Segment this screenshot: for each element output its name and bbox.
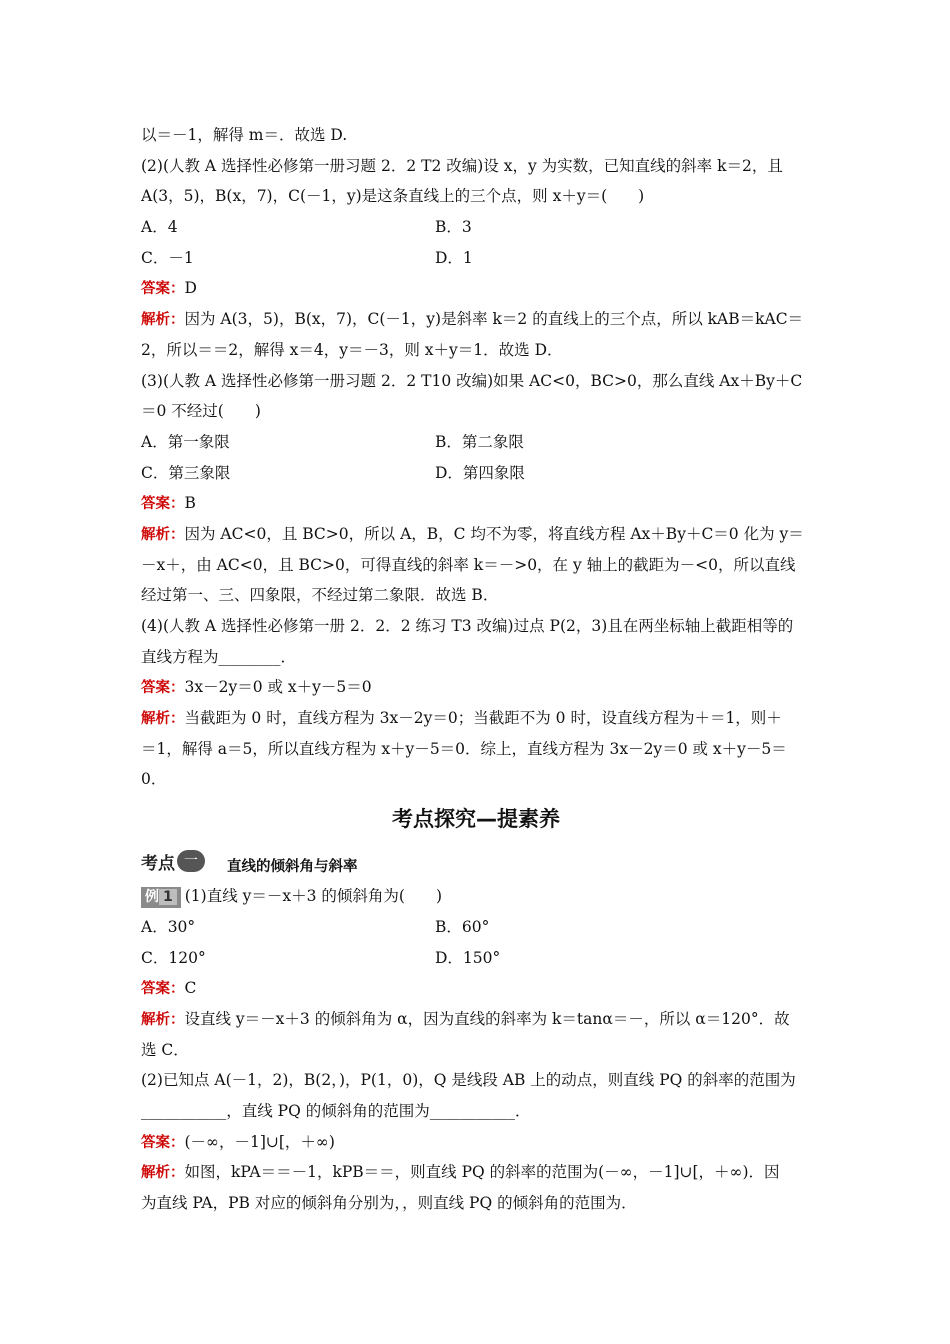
option-b: B．3 — [435, 218, 472, 237]
kaodian-label: 考点 — [141, 853, 175, 874]
answer-line — [141, 973, 811, 1004]
document-page — [141, 120, 811, 1219]
question-4-stem: (4)(人教 A 选择性必修第一册 2．2．2 练习 T3 改编)过点 P(2，3)且在两坐标轴上截距相等的 — [141, 617, 794, 635]
answer-label: 答案： — [141, 680, 185, 697]
question-4-stem-cont: 直线方程为________． — [141, 647, 297, 666]
explanation-text: 如图，kPA＝＝－1，kPB＝＝，则直线 PQ 的斜率的范围为(－∞，－1]∪[，＋∞)．因 — [184, 1163, 780, 1182]
explanation-label: 解析： — [141, 526, 185, 543]
answer-line — [141, 672, 811, 703]
explanation-line — [141, 1157, 811, 1188]
option-d: D．第四象限 — [435, 463, 525, 482]
explanation-line — [141, 519, 811, 550]
options-row — [141, 427, 811, 458]
question-3-stem-cont: ＝0 不经过( ) — [141, 402, 261, 421]
option-c: C．－1 — [141, 248, 194, 267]
answer-label: 答案： — [141, 981, 185, 998]
explanation-label: 解析： — [141, 711, 185, 728]
explanation-line: －x＋，由 AC<0，且 BC>0，可得直线的斜率 k＝－>0，在 y 轴上的截距为－<0，所以直线 — [141, 555, 796, 574]
option-a: A．第一象限 — [141, 432, 230, 451]
option-a: A．4 — [141, 218, 178, 237]
option-b: B．第二象限 — [435, 432, 524, 451]
answer-value: (－∞，－1]∪[，＋∞) — [184, 1132, 335, 1151]
answer-line — [141, 488, 811, 519]
option-b: B．60° — [435, 917, 490, 936]
explanation-text: 因为 A(3，5)，B(x，7)，C(－1，y)是斜率 k＝2 的直线上的三个点，所以 kAB＝kAC＝ — [184, 310, 804, 329]
answer-value: C — [184, 979, 197, 998]
answer-label: 答案： — [141, 281, 185, 298]
options-row — [141, 212, 811, 243]
answer-label: 答案： — [141, 496, 185, 513]
explanation-line: 经过第一、三、四象限，不经过第二象限．故选 B． — [141, 586, 499, 605]
option-d: D．150° — [435, 948, 501, 967]
answer-value: B — [184, 494, 196, 513]
explanation-line: 选 C． — [141, 1040, 189, 1059]
option-c: C．120° — [141, 948, 206, 967]
option-c: C．第三象限 — [141, 463, 231, 482]
options-row — [141, 912, 811, 943]
explanation-line: 0． — [141, 770, 167, 789]
explanation-text: 因为 AC<0，且 BC>0，所以 A，B，C 均不为零，将直线方程 Ax＋By＋C＝0 化为 y＝ — [184, 524, 804, 543]
question-2-stem-cont: A(3，5)，B(x，7)，C(－1，y)是这条直线上的三个点，则 x＋y＝( ) — [141, 187, 645, 206]
explanation-line: ＝1，解得 a＝5，所以直线方程为 x＋y－5＝0．综上，直线方程为 3x－2y＝0 或 x＋y－5＝ — [141, 739, 787, 758]
option-a: A．30° — [141, 917, 196, 936]
options-row — [141, 943, 811, 974]
example-badge: 例 1 — [141, 887, 181, 908]
kaodian-header — [141, 841, 811, 881]
options-row — [141, 458, 811, 489]
explanation-line: 为直线 PA，PB 对应的倾斜角分别为，，则直线 PQ 的倾斜角的范围为． — [141, 1194, 637, 1212]
explanation-text: 当截距为 0 时，直线方程为 3x－2y＝0；当截距不为 0 时，设直线方程为＋＝1，则＋ — [184, 709, 782, 728]
section-title: 考点探究—提素养 — [392, 807, 560, 832]
answer-value: 3x－2y＝0 或 x＋y－5＝0 — [184, 678, 372, 697]
answer-line — [141, 273, 811, 304]
explanation-line — [141, 1004, 811, 1035]
option-d: D．1 — [435, 248, 473, 267]
explanation-line: 2，所以＝＝2，解得 x＝4，y＝－3，则 x＋y＝1．故选 D． — [141, 340, 563, 359]
explanation-label: 解析： — [141, 1165, 185, 1182]
answer-value: D — [184, 279, 197, 298]
explanation-label: 解析： — [141, 1011, 185, 1028]
question-3-stem: (3)(人教 A 选择性必修第一册习题 2．2 T10 改编)如果 AC<0，BC>0，那么直线 Ax＋By＋C — [141, 371, 803, 390]
explanation-line — [141, 304, 811, 335]
question-2-stem: (2)(人教 A 选择性必修第一册习题 2．2 T2 改编)设 x，y 为实数，已知直线的斜率 k＝2，且 — [141, 156, 783, 175]
answer-label: 答案： — [141, 1134, 185, 1151]
example-2-stem-cont: ___________，直线 PQ 的倾斜角的范围为___________． — [141, 1101, 531, 1120]
explanation-label: 解析： — [141, 312, 185, 329]
explanation-text: 设直线 y＝－x＋3 的倾斜角为 α，因为直线的斜率为 k＝tanα＝－，所以 α＝120°．故 — [184, 1009, 790, 1028]
example-1-stem — [141, 881, 811, 912]
explanation-line — [141, 703, 811, 734]
kaodian-number-badge: 一 — [177, 850, 205, 872]
example-question: (1)直线 y＝－x＋3 的倾斜角为( ) — [184, 887, 443, 906]
options-row — [141, 243, 811, 274]
text-line: 以＝－1，解得 m＝．故选 D. — [141, 126, 348, 144]
kaodian-title: 直线的倾斜角与斜率 — [227, 858, 358, 875]
example-2-stem: (2)已知点 A(－1，2)，B(2，)，P(1，0)，Q 是线段 AB 上的动点，则直线 PQ 的斜率的范围为 — [141, 1071, 796, 1090]
answer-line — [141, 1127, 811, 1158]
